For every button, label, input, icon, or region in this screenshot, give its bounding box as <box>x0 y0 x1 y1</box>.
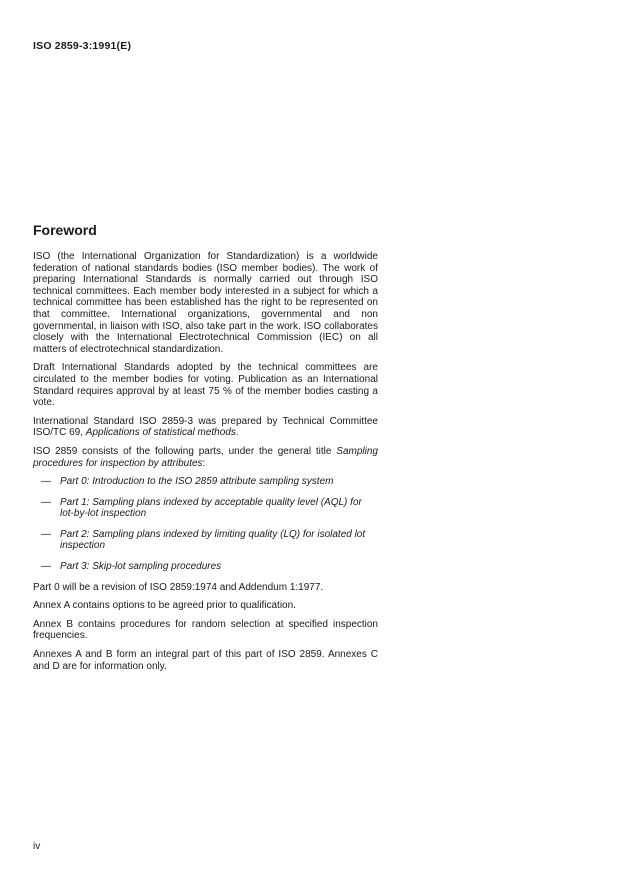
list-item <box>33 476 378 488</box>
committee-title: Applications of statistical methods <box>85 427 236 439</box>
dash-bullet: — <box>41 496 51 508</box>
part-title: Part 2: Sampling plans indexed by limiting quality (LQ) for isolated lot inspection <box>60 528 366 552</box>
paragraph-prepared-by <box>33 416 378 439</box>
paragraph-draft-standards: Draft International Standards adopted by the technical committees are circulated to the member bodies for voting. Publication as an International Standard requires approval by at least 75 % of the member bodies casting a vote. <box>33 362 378 409</box>
dash-bullet: — <box>41 476 51 488</box>
dash-bullet: — <box>41 561 51 573</box>
parts-intro-text: ISO 2859 consists of the following parts, under the general title <box>33 445 337 457</box>
page-number: iv <box>33 841 41 852</box>
prepared-by-text: International Standard ISO 2859-3 was prepared by Technical Committee ISO/TC 69, <box>33 415 378 439</box>
dash-bullet: — <box>41 528 51 540</box>
foreword-body <box>33 251 378 679</box>
list-item <box>33 497 378 520</box>
paragraph-iso-intro: ISO (the International Organization for Standardization) is a worldwide federation of national standards bodies (ISO member bodies). The work of preparing International Standards is normally carried out through ISO technical committees. Each member body interested in a subject for which a technical committee has been established has the right to be represented on that committee. International organizations, governmental and non governmental, in liaison with ISO, also take part in the work. ISO collaborates closely with the International Electrotechnical Commission (IEC) on all matters of electrotechnical standardization. <box>33 251 378 355</box>
part-title: Part 3: Skip-lot sampling procedures <box>60 561 222 573</box>
part-title: Part 0: Introduction to the ISO 2859 attribute sampling system <box>60 476 334 488</box>
part-title: Part 1: Sampling plans indexed by acceptable quality level (AQL) for lot-by-lot inspection <box>60 496 362 520</box>
paragraph-annex-b: Annex B contains procedures for random selection at specified inspection frequencies. <box>33 618 378 642</box>
paragraph-parts-intro <box>33 446 378 469</box>
document-id: ISO 2859-3:1991(E) <box>33 40 132 52</box>
colon: : <box>202 457 206 469</box>
parts-list <box>33 476 378 573</box>
list-item <box>33 529 378 552</box>
paragraph-annex-a: Annex A contains options to be agreed prior to qualification. <box>33 600 296 612</box>
general-title: Sampling procedures for inspection by attributes <box>33 445 378 469</box>
period: . <box>235 427 239 439</box>
paragraph-annexes-status: Annexes A and B form an integral part of this part of ISO 2859. Annexes C and D are for information only. <box>33 649 378 672</box>
paragraph-part0-revision: Part 0 will be a revision of ISO 2859:1974 and Addendum 1:1977. <box>33 581 324 593</box>
section-heading: Foreword <box>33 222 97 238</box>
list-item <box>33 561 378 573</box>
